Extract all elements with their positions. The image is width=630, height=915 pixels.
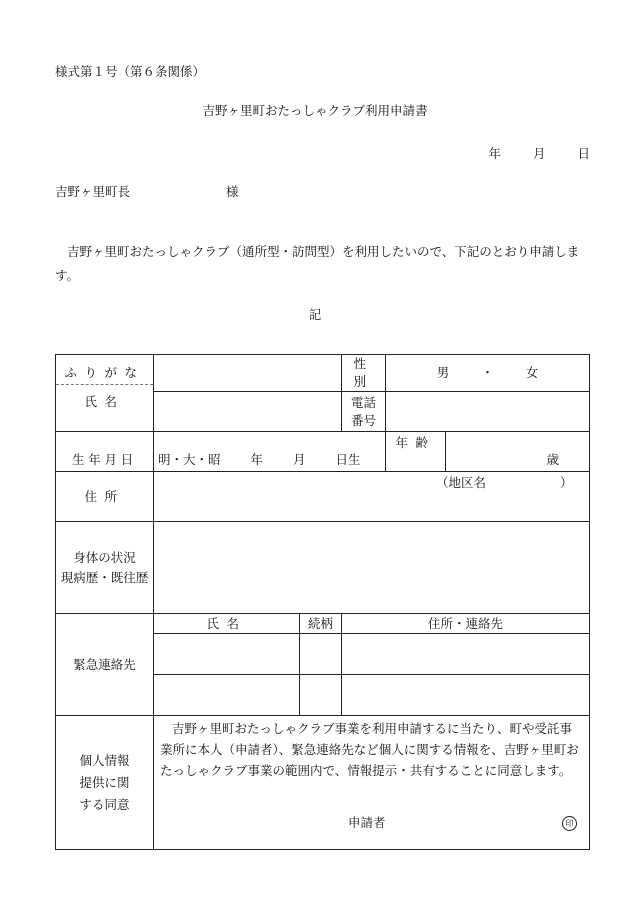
emergency-contact-header: 住所・連絡先	[342, 614, 590, 634]
emergency-contact-field-2[interactable]	[342, 675, 590, 716]
emergency-name-field-2[interactable]	[154, 675, 300, 716]
emergency-label-cell: 緊急連絡先	[56, 614, 154, 716]
addressee	[55, 182, 239, 200]
form-number: 様式第１号（第６条関係）	[55, 64, 206, 79]
birth-month-unit: 月	[293, 452, 306, 467]
sex-label-cell: 性別	[342, 355, 386, 392]
emergency-name-header: 氏名	[154, 614, 300, 634]
district-close: ）	[560, 475, 573, 490]
sex-male: 男	[436, 365, 450, 380]
consent-label-2: 提供に関	[79, 774, 130, 790]
consent-label-3: する同意	[79, 796, 130, 812]
applicant-label: 申請者	[348, 815, 386, 830]
furigana-label: ふりがな	[56, 364, 153, 385]
health-field[interactable]	[154, 522, 590, 614]
address-field[interactable]	[154, 472, 590, 522]
addressee-suffix: 様	[226, 184, 239, 199]
era-options: 明・大・昭	[158, 452, 221, 467]
health-label-2: 現病歴・既往歴	[60, 569, 149, 585]
date-year-label: 年	[488, 146, 501, 161]
birth-year-unit: 年	[250, 452, 264, 467]
emergency-relation-field-1[interactable]	[300, 634, 342, 675]
birth-day-unit: 日生	[335, 452, 361, 467]
ki-label: 記	[308, 307, 322, 322]
emergency-relation-field-2[interactable]	[300, 675, 342, 716]
phone-label-cell: 電話番号	[342, 392, 386, 432]
consent-label-1: 個人情報	[79, 752, 130, 768]
consent-label-cell	[56, 716, 154, 850]
applicant-line	[160, 812, 583, 834]
addressee-name: 吉野ヶ里町長	[55, 184, 131, 199]
name-field[interactable]	[154, 392, 342, 432]
date-month-label: 月	[532, 146, 546, 161]
sex-separator: ・	[481, 365, 494, 380]
emergency-contact-field-1[interactable]	[342, 634, 590, 675]
health-label-1: 身体の状況	[73, 549, 136, 565]
emergency-relation-header: 続柄	[300, 614, 342, 634]
age-field[interactable]	[446, 432, 590, 472]
name-label-cell	[56, 355, 154, 432]
furigana-field[interactable]	[154, 355, 342, 392]
health-label-cell	[56, 522, 154, 614]
address-label-cell: 住所	[56, 472, 154, 522]
birthdate-label-cell: 生年月日	[56, 432, 154, 472]
date-day-label: 日	[577, 146, 590, 161]
sex-female: 女	[525, 365, 539, 380]
consent-text: 吉野ヶ里町おたっしゃクラブ事業を利用申請するに当たり、町や受託事業所に本人（申請者）、緊急連絡先など個人に関する情報を、吉野ヶ里町おたっしゃクラブ事業の範囲内で、情報提示・共有することに同意します。	[160, 721, 579, 778]
application-table	[55, 354, 590, 850]
seal-icon: 印	[562, 816, 577, 831]
consent-cell	[154, 716, 590, 850]
phone-field[interactable]	[386, 392, 590, 432]
sex-field[interactable]	[386, 355, 590, 392]
age-label-cell: 年齢	[386, 432, 446, 472]
district-open: （地区名	[436, 475, 487, 490]
intro-text: 吉野ヶ里町おたっしゃクラブ（通所型・訪問型）を利用したいので、下記のとおり申請します。	[55, 244, 580, 283]
birthdate-field[interactable]	[154, 432, 386, 472]
name-label: 氏名	[84, 393, 125, 409]
date-line	[488, 144, 590, 162]
form-title: 吉野ヶ里町おたっしゃクラブ利用申請書	[202, 103, 428, 118]
age-unit: 歳	[546, 452, 560, 467]
emergency-name-field-1[interactable]	[154, 634, 300, 675]
